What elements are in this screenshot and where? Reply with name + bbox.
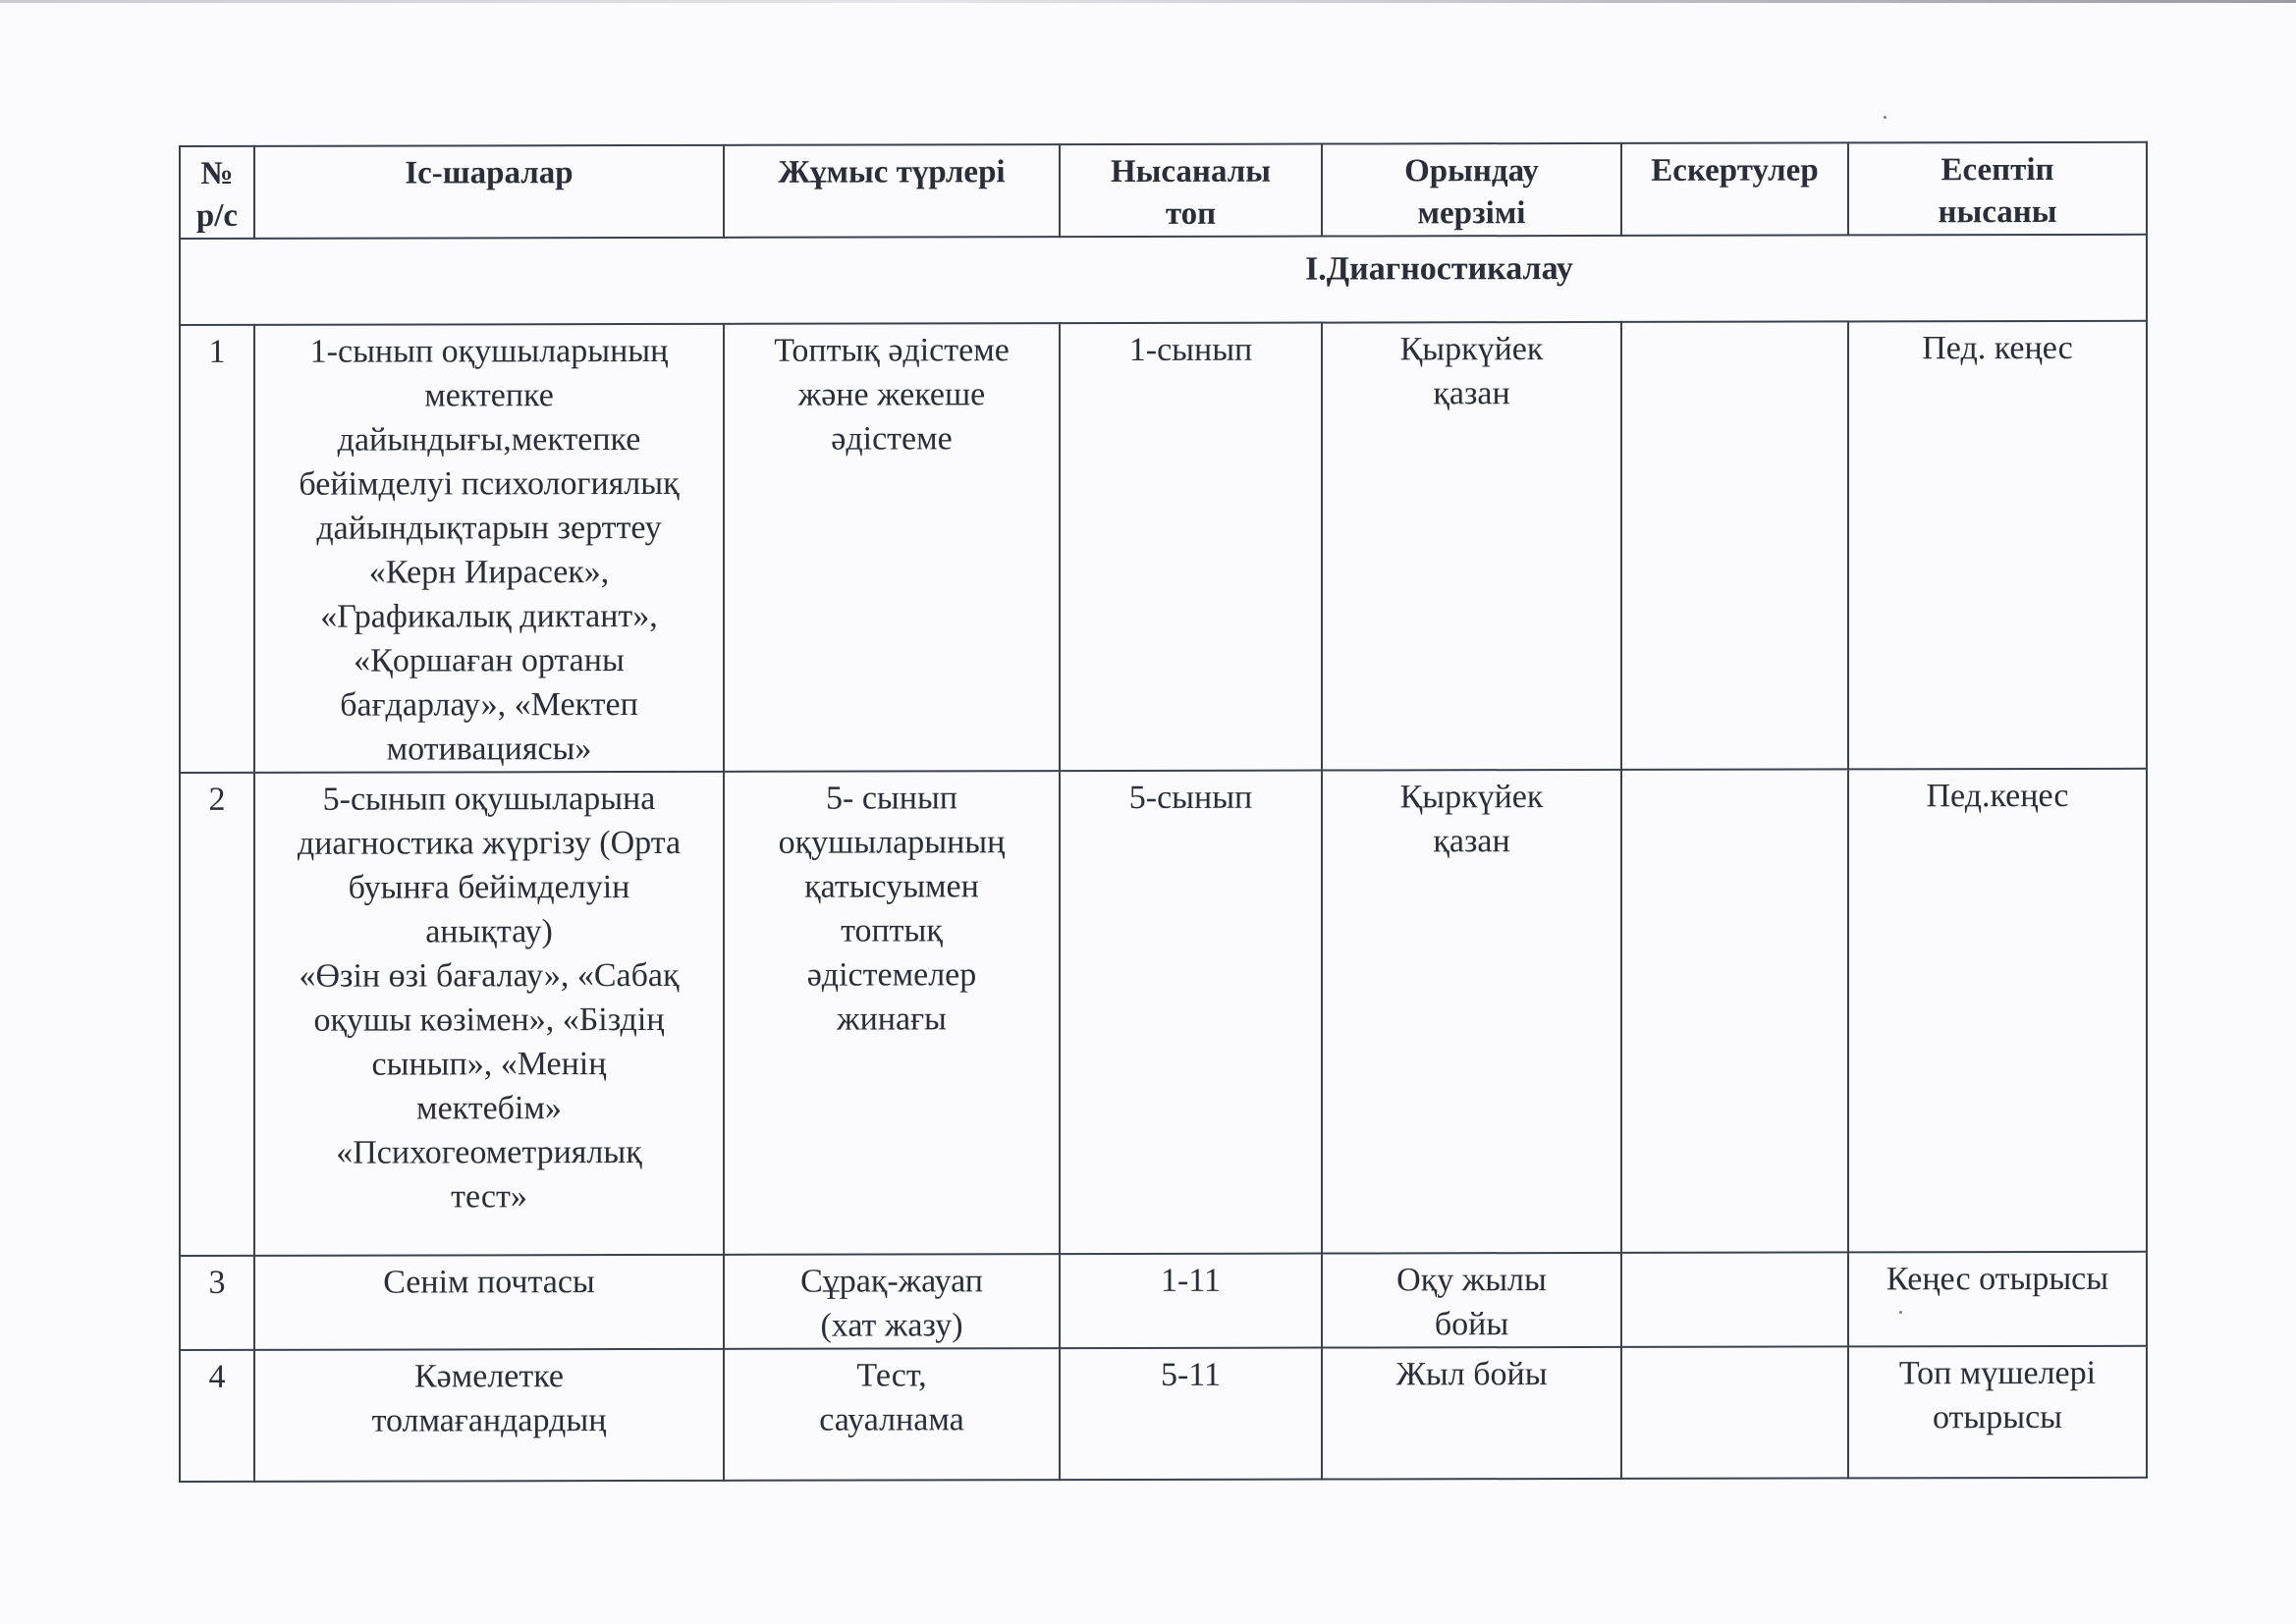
section-row [180,235,2147,325]
header-report-form [1848,142,2147,236]
cell-work-type [724,771,1060,1255]
text-line: бағдарлау», «Мектеп [340,686,638,724]
text-line: Жұмыс түрлері [778,154,1006,190]
text-line: оқушыларының [778,824,1006,861]
text-line: «Психогеометриялық [336,1134,642,1171]
text-line: 5-11 [1160,1356,1222,1393]
cell-report-form [1848,1346,2147,1479]
cell-deadline [1322,1347,1621,1480]
cell-report-form [1848,321,2147,770]
text-line: 5-сынып [1128,779,1253,816]
text-line: Сұрақ-жауап [800,1263,983,1300]
text-line: қазан [1433,823,1510,860]
text-line: қатысуымен [804,868,979,905]
text-line: Топтық әдістеме [774,332,1010,369]
cell-target-group [1060,323,1322,772]
text-line: Қыркүйек [1399,779,1544,816]
text-line: Орындау [1404,153,1539,189]
text-line: әдістемелер [806,956,977,994]
text-line: Кеңес отырысы [1886,1260,2109,1298]
text-line: Есептіп [1941,152,2054,189]
text-line: Пед.кеңес [1926,777,2069,815]
cell-notes [1621,1346,1848,1478]
cell-deadline [1322,770,1621,1254]
header-work-types [724,144,1060,238]
text-line: анықтау) [425,913,553,950]
header-notes [1621,142,1848,235]
cell-activity [254,1255,724,1350]
text-line: бейімделуі психологиялық [299,464,680,503]
header-target-group [1060,144,1322,238]
cell-target-group [1060,771,1322,1255]
cell-num: 4 [180,1350,254,1482]
cell-activity [254,1349,724,1482]
text-line: р/с [195,197,239,234]
text-line: «Керн Иирасек», [368,554,610,591]
section-title: І.Диагностикалау [180,235,2147,325]
cell-activity [254,324,724,773]
cell-work-type [724,1254,1060,1349]
text-line: оқушы көзімен», «Біздің [313,1001,665,1039]
text-line: мектебім» [416,1090,562,1127]
text-line: дайындықтарын зерттеу [316,509,662,547]
text-line: қазан [1433,375,1510,412]
text-line: «Қоршаған ортаны [354,642,625,679]
text-line: толмағандардың [371,1402,607,1439]
cell-work-type [724,1348,1060,1481]
cell-notes [1621,1252,1848,1346]
text-line: Оқу жылы [1396,1262,1547,1299]
text-line: Іс-шаралар [405,155,574,191]
text-line: Тест, [856,1357,927,1394]
table-row [180,769,2147,1256]
cell-notes [1621,321,1848,769]
text-line: бойы [1434,1306,1509,1343]
text-line: дайындығы,мектепке [337,421,641,459]
cell-report-form [1848,1252,2147,1347]
cell-work-type [724,323,1060,772]
text-line: Нысаналы [1110,153,1272,190]
text-line: Топ мүшелері [1898,1354,2097,1392]
text-line: Ескертулер [1651,152,1819,189]
text-line: Қыркүйек [1399,331,1544,368]
text-line: топ [1165,195,1217,232]
text-line: жинағы [837,1001,947,1038]
text-line: «Өзін өзі бағалау», «Сабақ [299,956,680,995]
table-row [180,1346,2147,1482]
text-line: тест» [451,1178,527,1216]
text-line: және жекеше [797,376,986,413]
cell-num: 1 [180,325,254,773]
text-line: 1-сынып оқушыларының [309,332,669,370]
cell-activity [254,772,724,1256]
table-row [180,321,2147,773]
cell-target-group [1060,1254,1322,1349]
text-line: нысаны [1938,193,2057,231]
header-activities [254,145,724,239]
scan-speck [1884,116,1886,119]
text-line: мерзімі [1417,195,1526,232]
text-line: 1-сынып [1128,331,1253,368]
cell-num: 2 [180,773,254,1256]
text-line: № [200,155,234,191]
cell-deadline [1322,322,1621,771]
cell-deadline [1322,1253,1621,1348]
text-line: 5-сынып оқушыларына [322,780,656,818]
cell-notes [1621,769,1848,1252]
scan-top-edge [0,0,2296,3]
text-line: сынып», «Менің [371,1046,607,1083]
text-line: «Графикалық диктант», [320,597,658,635]
text-line: топтық [841,912,943,949]
table-row [180,1252,2147,1350]
cell-target-group [1060,1348,1322,1481]
header-row [180,142,2147,239]
text-line: (хат жазу) [820,1307,963,1344]
header-deadline [1322,143,1621,237]
cell-report-form [1848,769,2147,1253]
text-line: Жыл бойы [1395,1356,1548,1393]
text-line: Пед. кеңес [1922,329,2073,367]
text-line: мотивациясы» [386,731,592,768]
text-line: 5- сынып [826,780,957,817]
cell-num: 3 [180,1256,254,1350]
text-line: 1-11 [1160,1262,1222,1299]
text-line: Сенім почтасы [383,1264,595,1301]
header-num [180,146,254,239]
plan-table [179,141,2148,1483]
text-line: сауалнама [819,1401,964,1438]
text-line: әдістеме [831,420,953,458]
text-line: мектепке [424,377,554,414]
text-line: буынға бейімделуін [348,869,630,906]
text-line: диагностика жүргізу (Орта [297,824,682,862]
text-line: Кәмелетке [413,1358,565,1395]
text-line: отырысы [1932,1398,2063,1436]
